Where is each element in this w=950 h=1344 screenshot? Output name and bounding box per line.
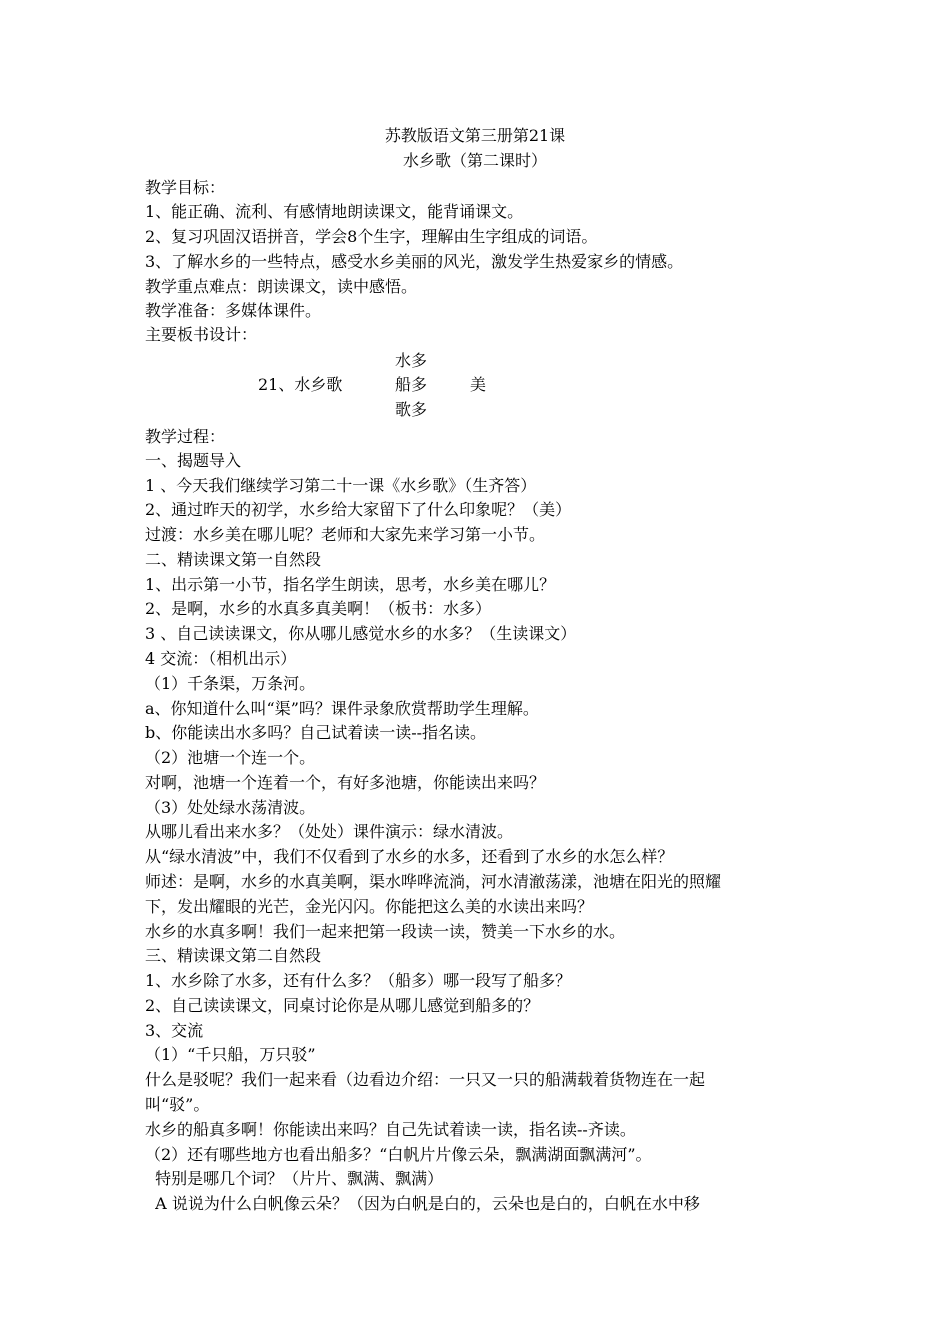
text-line: 1、能正确、流利、有感情地朗读课文，能背诵课文。 bbox=[145, 202, 524, 221]
text-line: 从“绿水清波”中，我们不仅看到了水乡的水多，还看到了水乡的水怎么样？ bbox=[145, 847, 674, 866]
text-line: 1、水乡除了水多，还有什么多？（船多）哪一段写了船多？ bbox=[145, 971, 572, 990]
text-line: 教学过程： bbox=[145, 427, 226, 446]
text-line: 什么是驳呢？我们一起来看（边看边介绍：一只又一只的船满载着货物连在一起 bbox=[145, 1070, 706, 1089]
text-line: 对啊，池塘一个连着一个，有好多池塘，你能读出来吗？ bbox=[145, 773, 546, 792]
text-line: 水乡的船真多啊！你能读出来吗？自己先试着读一读，指名读--齐读。 bbox=[145, 1120, 636, 1139]
text-line: 过渡：水乡美在哪儿呢？老师和大家先来学习第一小节。 bbox=[145, 525, 546, 544]
text-line: 2、通过昨天的初学，水乡给大家留下了什么印象呢？（美） bbox=[145, 500, 572, 519]
text-line: 教学准备：多媒体课件。 bbox=[145, 301, 322, 320]
board-item-boats: 船多 bbox=[395, 375, 428, 394]
text-line: （1）“千只船，万只驳” bbox=[145, 1045, 316, 1064]
text-line: （1）千条渠，万条河。 bbox=[145, 674, 316, 693]
text-line: 特别是哪几个词？（片片、飘满、飘满） bbox=[145, 1169, 444, 1188]
document-title: 苏教版语文第三册第21课 bbox=[384, 126, 566, 145]
text-line: 教学重点难点：朗读课文，读中感悟。 bbox=[145, 277, 418, 296]
text-line: 4 交流：（相机出示） bbox=[145, 649, 297, 668]
text-line: 二、精读课文第一自然段 bbox=[145, 550, 322, 569]
text-line: a、你知道什么叫“渠”吗？课件录象欣赏帮助学生理解。 bbox=[145, 699, 539, 718]
text-line: （3）处处绿水荡清波。 bbox=[145, 798, 316, 817]
board-summary: 美 bbox=[470, 375, 487, 394]
text-line: b、你能读出水多吗？自己试着读一读--指名读。 bbox=[145, 723, 487, 742]
text-line: 2、自己读读课文，同桌讨论你是从哪儿感觉到船多的？ bbox=[145, 996, 540, 1015]
text-line: 1 、今天我们继续学习第二十一课《水乡歌》（生齐答） bbox=[145, 476, 537, 495]
board-lesson-title: 21、水乡歌 bbox=[258, 375, 343, 394]
text-line: 叫“驳”。 bbox=[145, 1095, 210, 1114]
text-line: 2、是啊，水乡的水真多真美啊！（板书：水多） bbox=[145, 599, 492, 618]
text-line: 1、出示第一小节，指名学生朗读，思考，水乡美在哪儿？ bbox=[145, 575, 556, 594]
text-line: 水乡的水真多啊！我们一起来把第一段读一读，赞美一下水乡的水。 bbox=[145, 922, 626, 941]
text-line: 一、揭题导入 bbox=[145, 451, 242, 470]
text-line: 主要板书设计： bbox=[145, 325, 258, 344]
text-line: 3、了解水乡的一些特点，感受水乡美丽的风光，激发学生热爱家乡的情感。 bbox=[145, 252, 684, 271]
text-line: （2）池塘一个连一个。 bbox=[145, 748, 316, 767]
text-line: A 说说为什么白帆像云朵？（因为白帆是白的，云朵也是白的，白帆在水中移 bbox=[145, 1194, 700, 1213]
text-line: （2）还有哪些地方也看出船多？“白帆片片像云朵，飘满湖面飘满河”。 bbox=[145, 1145, 652, 1164]
text-line: 3 、自己读读课文，你从哪儿感觉水乡的水多？（生读课文） bbox=[145, 624, 577, 643]
text-line: 2、复习巩固汉语拼音，学会8个生字，理解由生字组成的词语。 bbox=[145, 227, 598, 246]
text-line: 下，发出耀眼的光芒，金光闪闪。你能把这么美的水读出来吗？ bbox=[145, 897, 594, 916]
document-subtitle: 水乡歌（第二课时） bbox=[402, 151, 547, 170]
text-line: 师述：是啊，水乡的水真美啊，渠水哗哗流淌，河水清澈荡漾，池塘在阳光的照耀 bbox=[145, 872, 722, 891]
text-line: 从哪儿看出来水多？（处处）课件演示：绿水清波。 bbox=[145, 822, 514, 841]
text-line: 教学目标： bbox=[145, 178, 226, 197]
text-line: 三、精读课文第二自然段 bbox=[145, 946, 322, 965]
text-line: 3、交流 bbox=[145, 1021, 204, 1040]
board-item-songs: 歌多 bbox=[395, 400, 428, 419]
board-item-water: 水多 bbox=[395, 351, 428, 370]
